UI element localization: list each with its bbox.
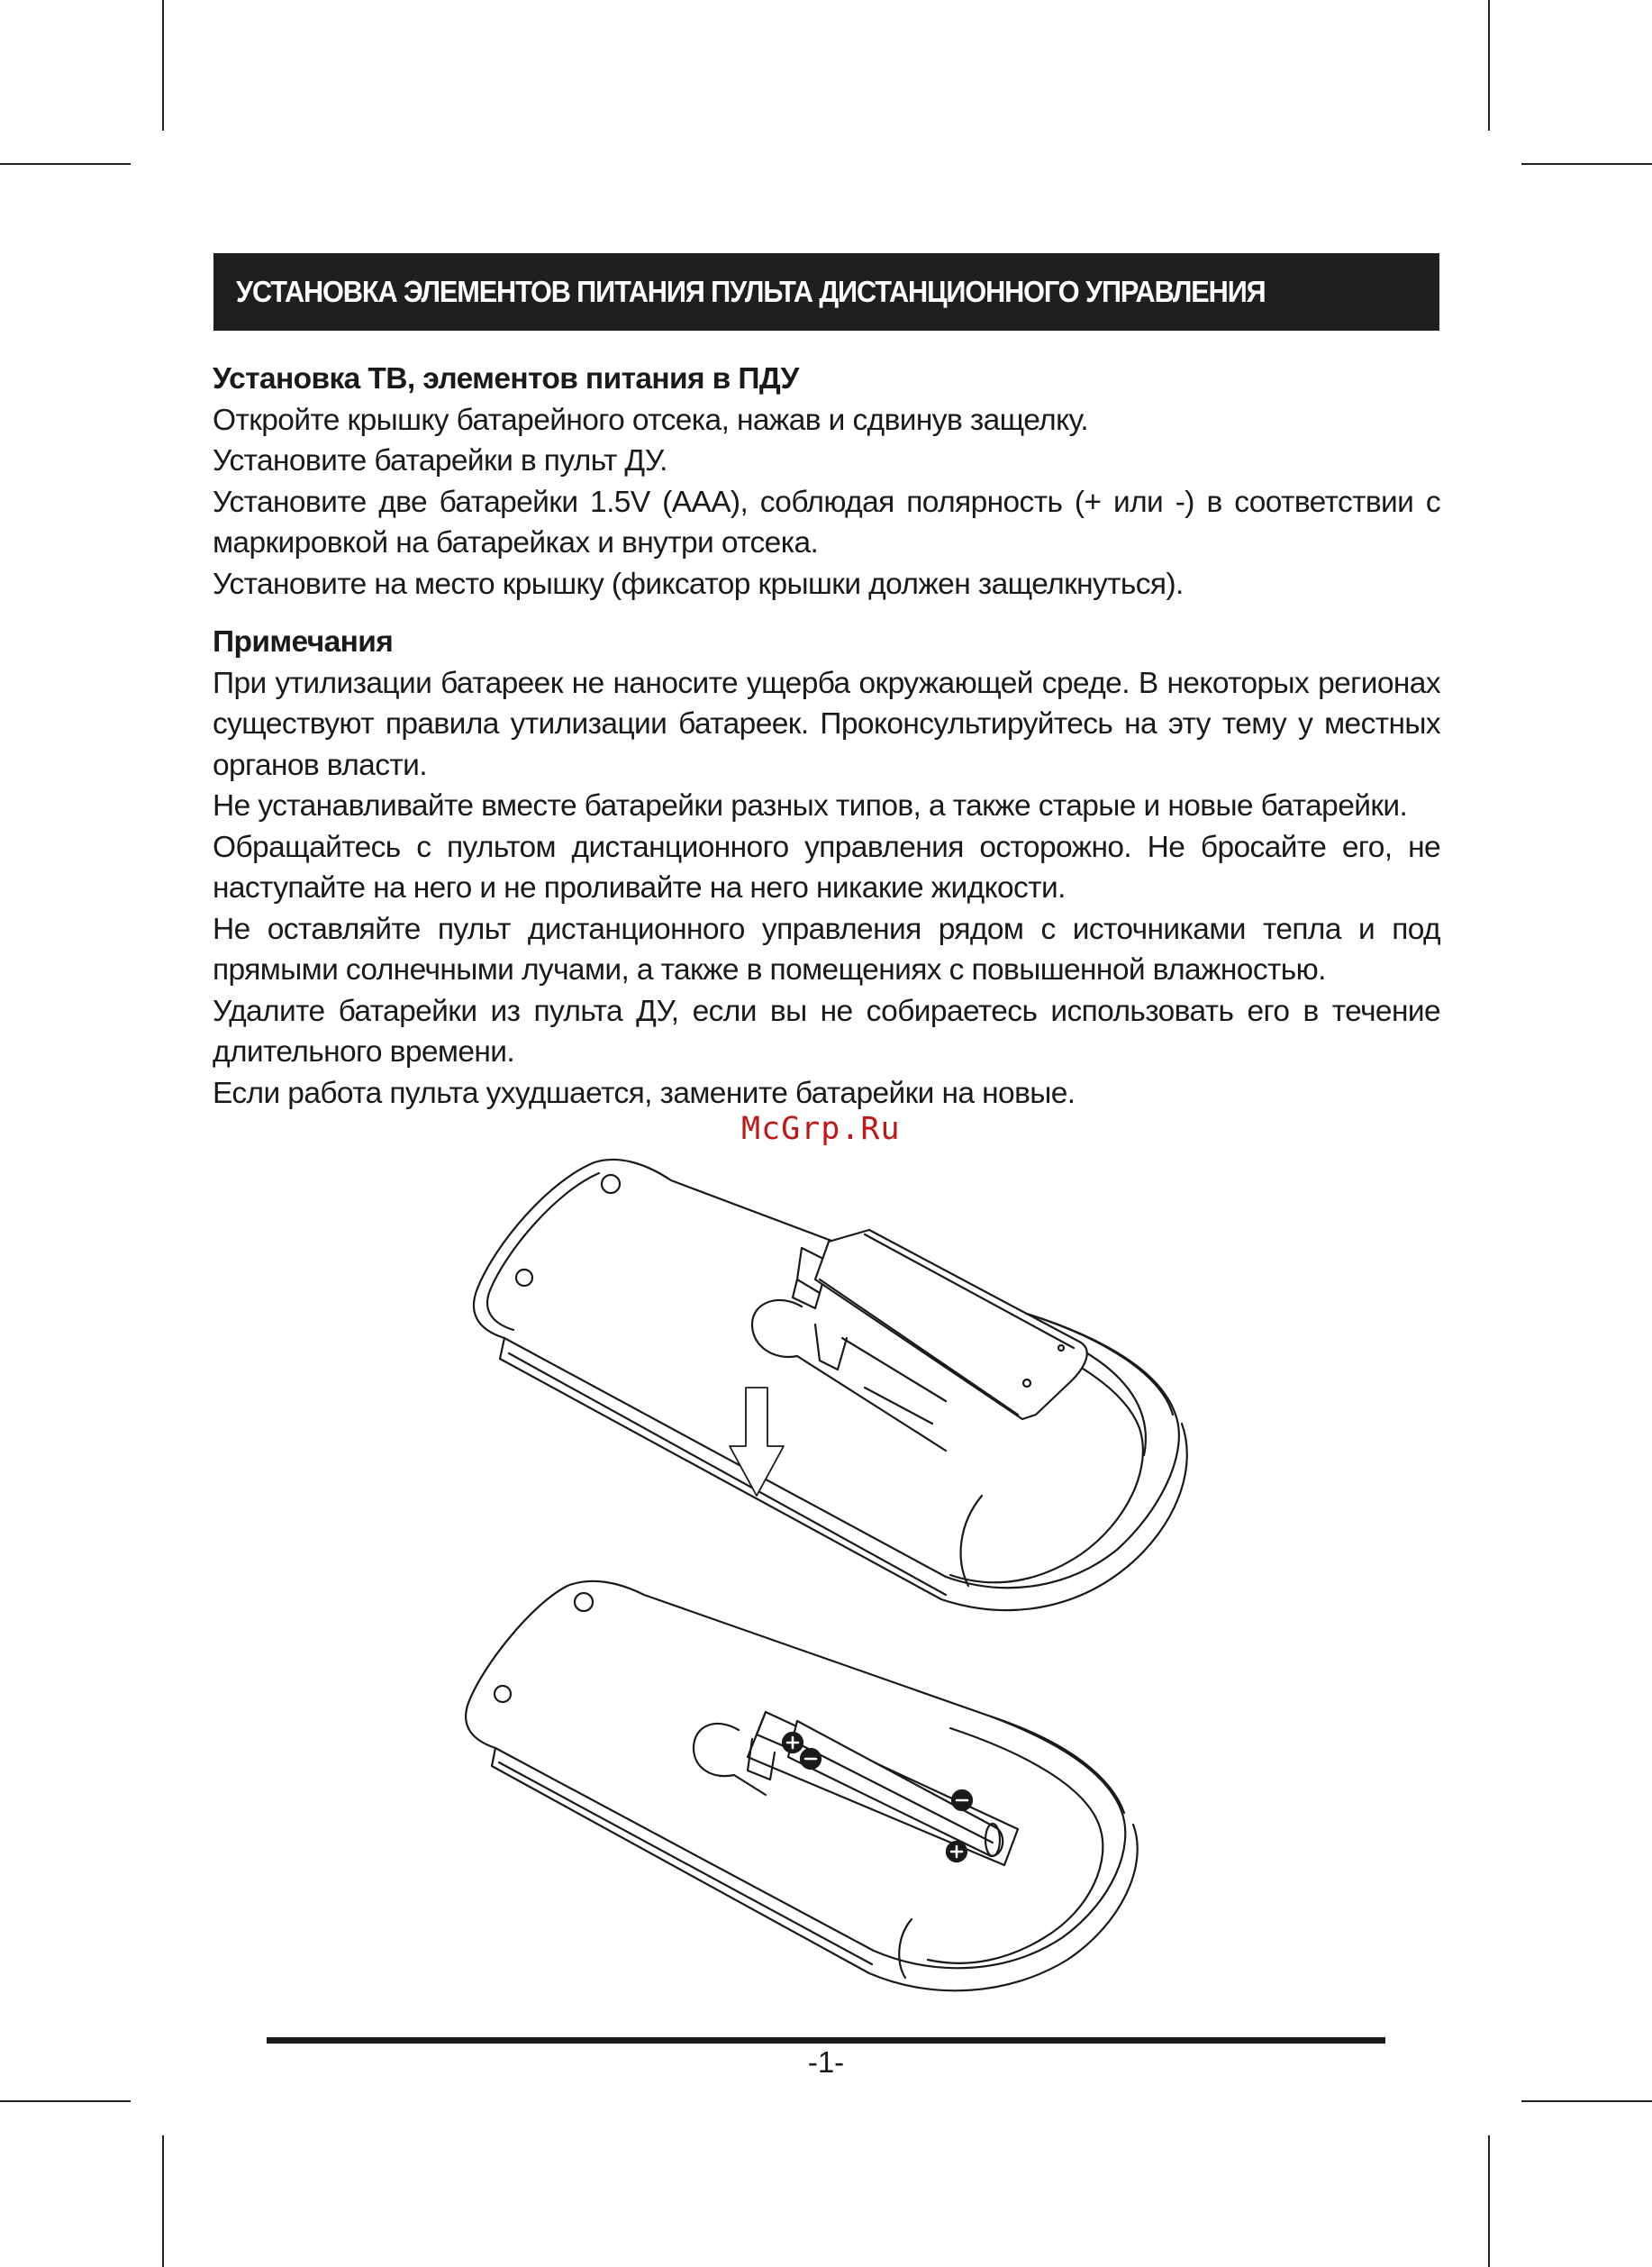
crop-mark <box>1488 0 1490 131</box>
remote-with-batteries-icon <box>466 1581 1138 1990</box>
footer-rule <box>267 2037 1385 2044</box>
watermark: McGrp.Ru <box>741 1111 901 1147</box>
note-line: Не оставляйте пульт дистанционного управления рядом с источниками тепла и под прямыми солнечными лучами, а также в помещениях с повышенной влажностью. <box>213 912 1440 987</box>
crop-mark <box>0 163 131 165</box>
crop-mark <box>1521 2100 1652 2102</box>
section-title: УСТАНОВКА ЭЛЕМЕНТОВ ПИТАНИЯ ПУЛЬТА ДИСТАНЦИОННОГО УПРАВЛЕНИЯ <box>236 275 1266 308</box>
note-line: При утилизации батареек не наносите ущерба окружающей среде. В некоторых регионах существуют правила утилизации батареек. Проконсультируйтесь на эту тему у местных органов власти. <box>213 666 1440 782</box>
install-heading: Установка ТВ, элементов питания в ПДУ <box>213 362 799 396</box>
notes-heading: Примечания <box>213 625 394 659</box>
page-number: -1- <box>807 2045 845 2079</box>
install-line: Установите на место крышку (фиксатор крышки должен защелкнуться). <box>213 567 1184 601</box>
note-line: Обращайтесь с пультом дистанционного управления осторожно. Не бросайте его, не наступайте на него и не проливайте на него никакие жидкости. <box>213 830 1440 905</box>
install-line: Установите две батарейки 1.5V (AAA), соблюдая полярность (+ или -) в соответствии с маркировкой на батарейках и внутри отсека. <box>213 485 1440 560</box>
crop-mark <box>162 2135 164 2267</box>
section-header <box>213 253 1439 331</box>
crop-mark <box>0 2100 131 2102</box>
crop-mark <box>1521 163 1652 165</box>
install-line: Установите батарейки в пульт ДУ. <box>213 444 667 478</box>
document-body <box>213 359 1440 1114</box>
crop-mark <box>1488 2135 1490 2267</box>
install-line: Откройте крышку батарейного отсека, нажав и сдвинув защелку. <box>213 403 1089 437</box>
crop-mark <box>162 0 164 131</box>
remote-battery-illustration <box>441 1144 1216 2036</box>
remote-with-cover-icon <box>474 1160 1187 1610</box>
note-line: Если работа пульта ухудшается, замените батарейки на новые. <box>213 1076 1076 1110</box>
note-line: Удалите батарейки из пульта ДУ, если вы не собираетесь использовать его в течение длительного времени. <box>213 994 1440 1069</box>
note-line: Не устанавливайте вместе батарейки разных типов, а также старые и новые батарейки. <box>213 789 1408 823</box>
